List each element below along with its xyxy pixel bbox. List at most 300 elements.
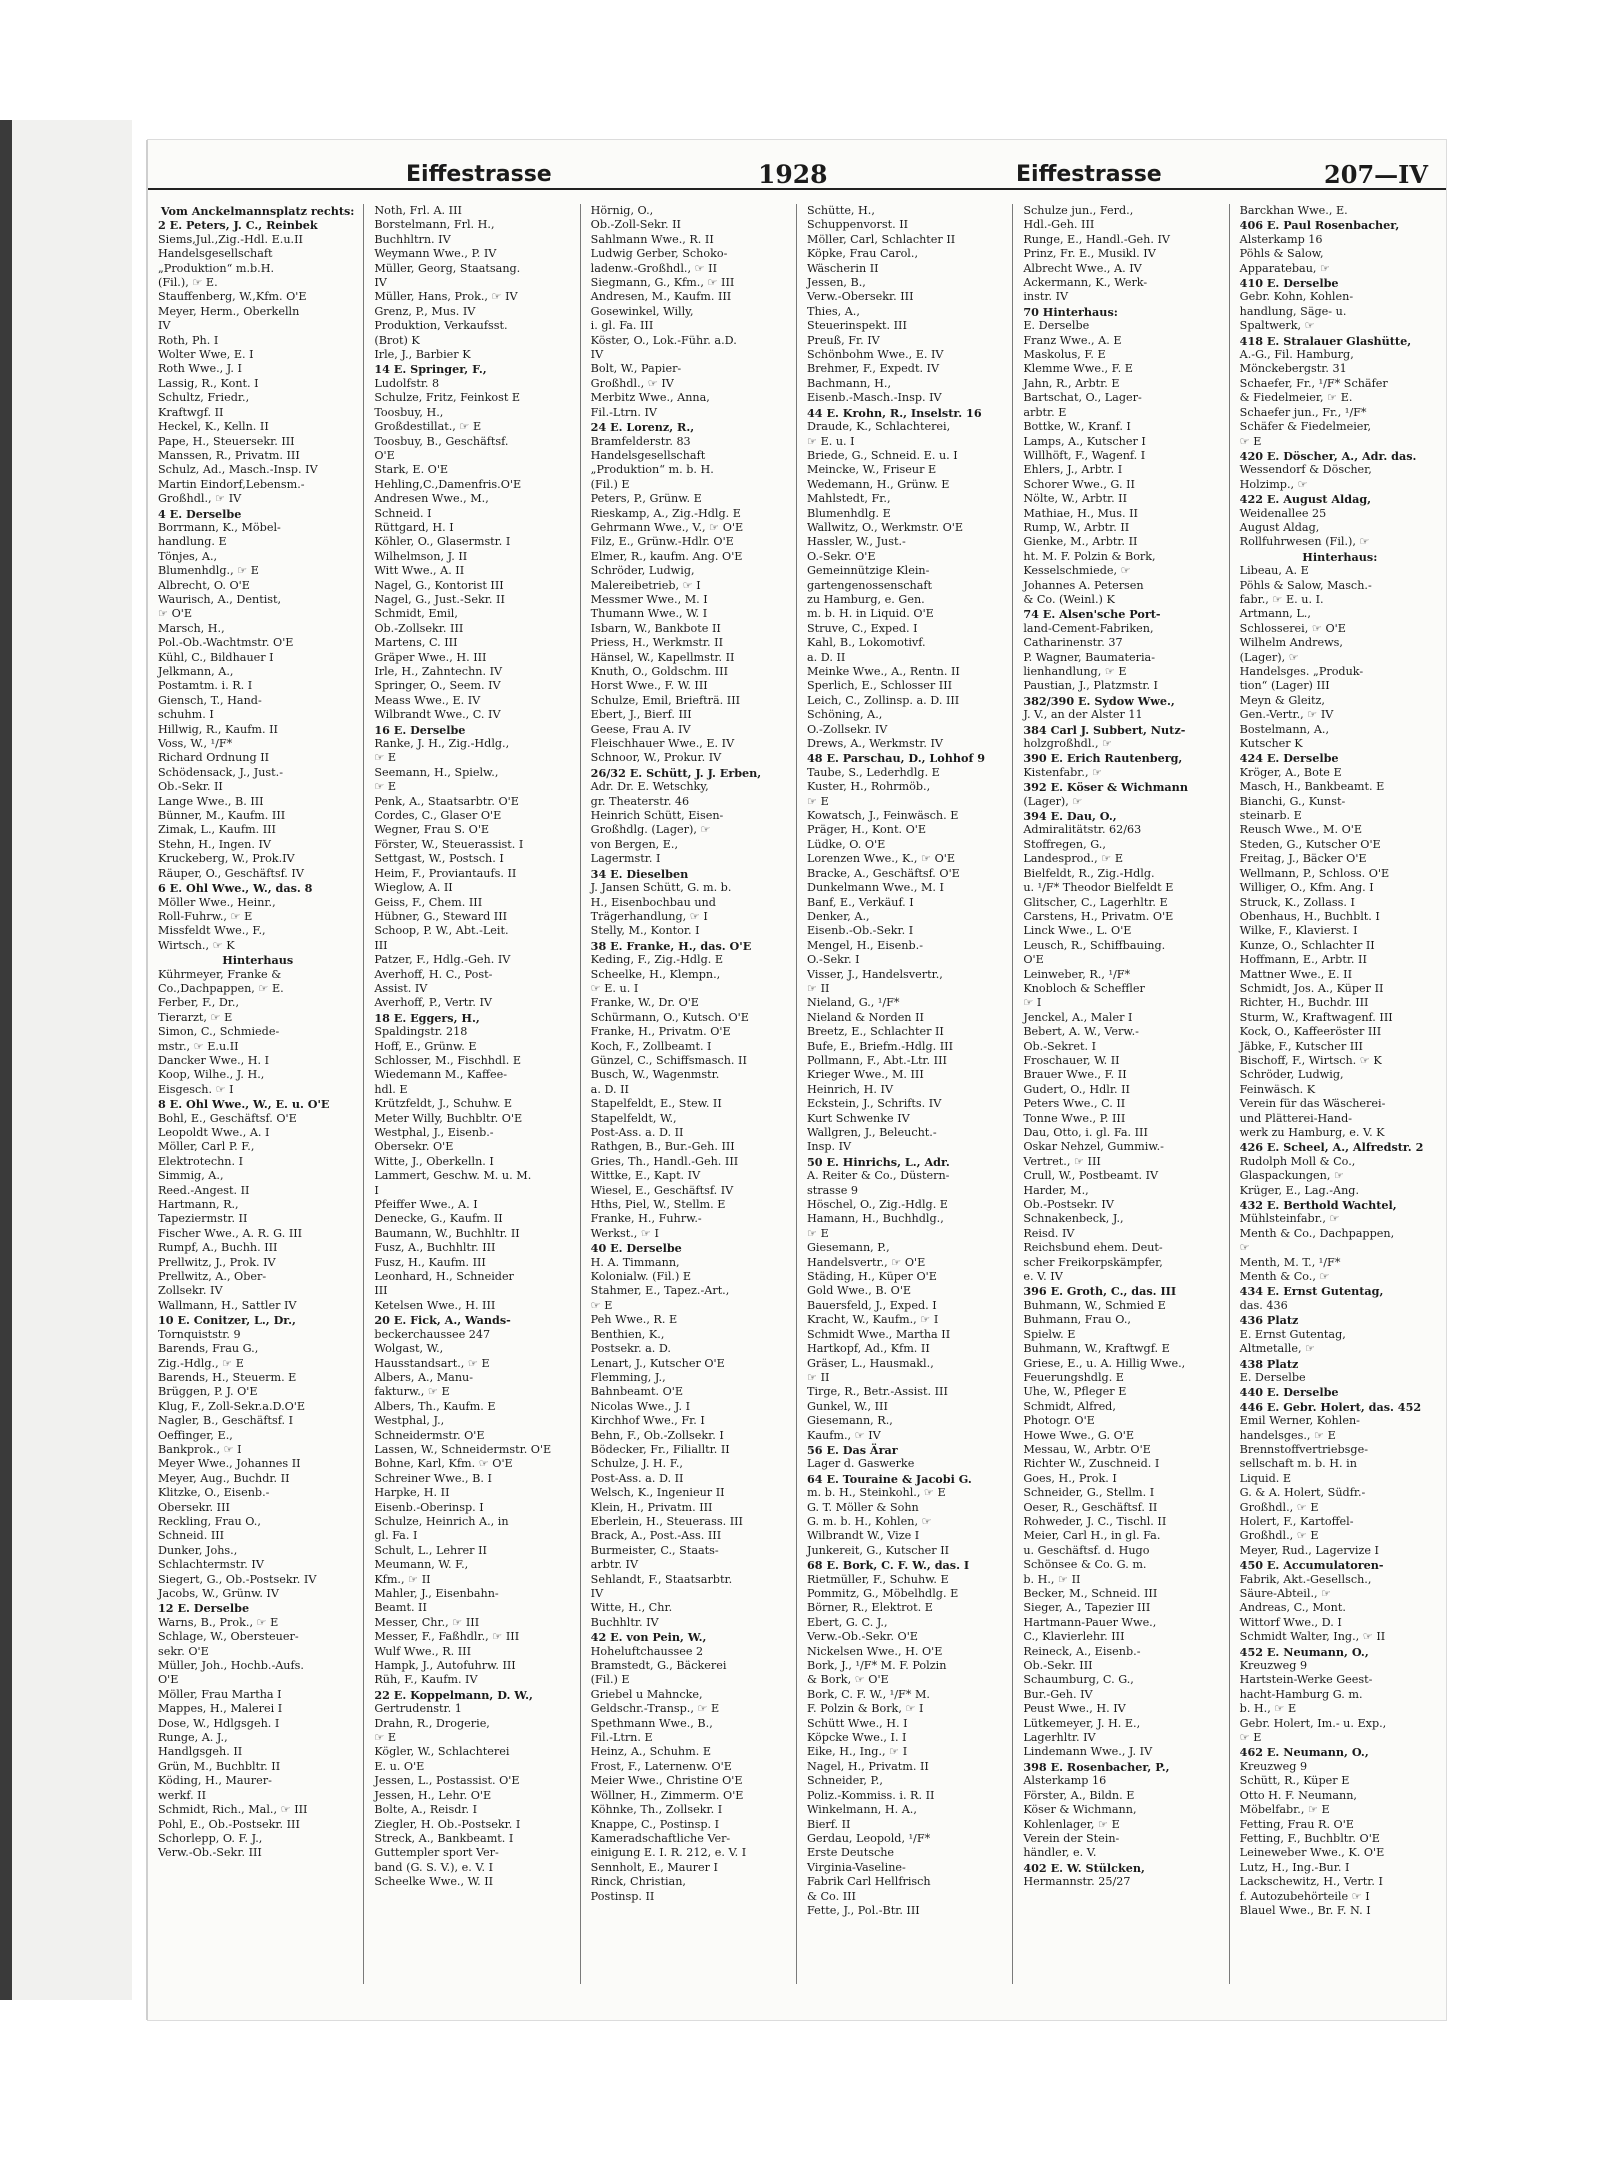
directory-entry: Bohl, E., Geschäftsf. O'E: [158, 1111, 297, 1125]
directory-entry: Richard Ordnung II: [158, 751, 270, 765]
directory-entry: Kistenfabr., ☞: [1023, 765, 1103, 779]
directory-entry: arbtr. E: [1023, 405, 1067, 419]
directory-entry: Hinterhaus:: [1302, 549, 1378, 564]
directory-entry: tion“ (Lager) III: [1239, 679, 1330, 693]
directory-entry: Tapeziermstr. II: [158, 1212, 248, 1226]
directory-entry: Wöllner, H., Zimmerm. O'E: [590, 1788, 744, 1802]
directory-entry: 382/390 E. Sydow Wwe.,: [1023, 693, 1175, 708]
directory-entry: Hausstandsart., ☞ E: [374, 1356, 490, 1370]
directory-entry: Jahn, R., Arbtr. E: [1023, 376, 1120, 390]
directory-entry: händler, e. V.: [1023, 1846, 1097, 1860]
directory-entry: Peust Wwe., H. IV: [1023, 1702, 1126, 1716]
directory-entry: Schulz, Ad., Masch.-Insp. IV: [158, 463, 318, 477]
directory-entry: ☞ E: [374, 751, 397, 765]
directory-entry: Crull, W., Postbeamt. IV: [1023, 1169, 1159, 1183]
directory-entry: Freitag, J., Bäcker O'E: [1239, 852, 1367, 866]
directory-entry: Bufe, E., Briefm.-Hdlg. III: [806, 1039, 954, 1053]
directory-entry: Messmer Wwe., M. I: [590, 592, 708, 606]
column-2: [364, 204, 580, 1984]
directory-entry: & Fiedelmeier, ☞ E.: [1239, 391, 1353, 405]
directory-entry: Hinterhaus: [222, 953, 294, 968]
directory-entry: ☞ II: [806, 1370, 830, 1384]
directory-entry: Catharinenstr. 37: [1023, 636, 1123, 650]
directory-entry: Meyer, Rud., Lagervize I: [1239, 1543, 1379, 1557]
directory-entry: Müller, Georg, Staatsang.: [374, 261, 521, 275]
directory-entry: Nieland, G., ¹/F*: [806, 996, 900, 1010]
directory-entry: ht. M. F. Polzin & Bork,: [1023, 549, 1156, 563]
directory-entry: Kaufm., ☞ IV: [806, 1428, 881, 1442]
directory-entry: Lenart, J., Kutscher O'E: [590, 1356, 725, 1370]
directory-entry: Räuper, O., Geschäftsf. IV: [158, 866, 304, 880]
directory-entry: Ob.-Zollsekr. III: [374, 621, 464, 635]
directory-entry: Menth & Co., ☞: [1239, 1270, 1330, 1284]
directory-entry: Merbitz Wwe., Anna,: [590, 391, 710, 405]
directory-entry: Bierf. II: [806, 1817, 851, 1831]
directory-entry: Meyn & Gleitz,: [1239, 693, 1325, 707]
directory-entry: Masch, H., Bankbeamt. E: [1239, 780, 1385, 794]
directory-entry: Wirtsch., ☞ K: [158, 938, 235, 952]
directory-entry: 450 E. Accumulatoren-: [1239, 1558, 1384, 1573]
directory-entry: Verein der Stein-: [1023, 1831, 1120, 1845]
directory-entry: Bielfeldt, R., Zig.-Hdlg.: [1023, 866, 1155, 880]
directory-entry: scher Freikorpskämpfer,: [1023, 1255, 1163, 1269]
directory-entry: Goes, H., Prok. I: [1023, 1471, 1117, 1485]
directory-entry: Messau, W., Arbtr. O'E: [1023, 1442, 1151, 1456]
directory-entry: Ob.-Sekr. II: [158, 780, 223, 794]
directory-entry: Pollmann, F., Abt.-Ltr. III: [806, 1053, 947, 1067]
directory-entry: Steden, G., Kutscher O'E: [1239, 837, 1381, 851]
directory-entry: Noth, Frl. A. III: [374, 204, 462, 217]
directory-entry: (Lager), ☞: [1023, 794, 1083, 808]
directory-entry: Roth, Ph. I: [158, 333, 219, 347]
directory-entry: Witt Wwe., A. II: [374, 564, 465, 578]
directory-entry: 64 E. Touraine & Jacobi G.: [806, 1471, 972, 1486]
directory-entry: 426 E. Scheel, A., Alfredstr. 2: [1239, 1140, 1424, 1155]
directory-entry: Schmidt, Alfred,: [1023, 1399, 1116, 1413]
directory-entry: Handelsvertr., ☞ O'E: [806, 1255, 926, 1269]
directory-entry: Busch, W., Wagenmstr.: [590, 1068, 720, 1082]
directory-entry: Liquid. E: [1239, 1471, 1292, 1485]
directory-entry: Meter Willy, Buchbltr. O'E: [374, 1111, 523, 1125]
directory-entry: Irle, H., Zahntechn. IV: [374, 665, 503, 678]
directory-entry: & Bork, ☞ O'E: [806, 1673, 889, 1687]
directory-entry: Schoop, P. W., Abt.-Leit.: [374, 924, 509, 938]
directory-entry: 432 E. Berthold Wachtel,: [1239, 1198, 1397, 1213]
directory-entry: Pape, H., Steuersekr. III: [158, 434, 295, 448]
directory-entry: Barends, H., Steuerm. E: [158, 1370, 297, 1384]
directory-entry: G. T. Möller & Sohn: [806, 1500, 919, 1514]
directory-entry: Post-Ass. a. D. II: [590, 1471, 684, 1485]
directory-entry: Lamps, A., Kutscher I: [1023, 434, 1146, 448]
directory-entry: Schütte, H.,: [806, 204, 875, 217]
directory-entry: Johannes A. Petersen: [1023, 578, 1144, 592]
directory-entry: Rinck, Christian,: [590, 1875, 686, 1889]
directory-entry: Bauersfeld, J., Exped. I: [806, 1298, 937, 1312]
directory-entry: Hörnig, O.,: [590, 204, 654, 217]
directory-entry: Schuppenvorst. II: [806, 218, 909, 232]
directory-entry: 44 E. Krohn, R., Inselstr. 16: [806, 405, 982, 420]
directory-entry: Eberlein, H., Steuerass. III: [590, 1514, 743, 1528]
directory-entry: Nicolas Wwe., J. I: [590, 1399, 691, 1413]
directory-entry: Kurt Schwenke IV: [806, 1111, 910, 1125]
directory-entry: Winkelmann, H. A.,: [806, 1803, 917, 1817]
directory-entry: Hartmann, R.,: [158, 1198, 239, 1212]
directory-entry: Apparatebau, ☞: [1239, 261, 1331, 275]
directory-entry: Heim, F., Proviantaufs. II: [374, 866, 517, 880]
directory-entry: Kock, O., Kaffeeröster III: [1239, 1025, 1382, 1039]
directory-entry: Stapelfeldt, E., Stew. II: [590, 1097, 722, 1111]
directory-entry: Hermannstr. 25/27: [1023, 1875, 1131, 1889]
directory-entry: Fil.-Ltrn. IV: [590, 405, 658, 419]
directory-entry: ☞ E: [1239, 434, 1262, 448]
directory-entry: 26/32 E. Schütt, J. J. Erben,: [590, 765, 762, 780]
directory-entry: I: [374, 1183, 379, 1197]
directory-entry: Struve, C., Exped. I: [806, 621, 918, 635]
directory-entry: 410 E. Derselbe: [1239, 276, 1339, 291]
directory-entry: Meyer Wwe., Johannes II: [158, 1457, 301, 1471]
directory-entry: i. gl. Fa. III: [590, 319, 654, 333]
directory-entry: Handlgsgeh. II: [158, 1745, 243, 1759]
directory-entry: Griebel u Mahncke,: [590, 1687, 703, 1701]
directory-entry: Kreuzweg 9: [1239, 1759, 1308, 1773]
directory-entry: Uhe, W., Pfleger E: [1023, 1385, 1127, 1399]
directory-entry: IV: [590, 1587, 604, 1600]
directory-page: [148, 140, 1446, 2020]
directory-entry: Lager d. Gaswerke: [806, 1457, 915, 1471]
directory-entry: Andreas, C., Mont.: [1239, 1601, 1346, 1615]
directory-entry: Krüger, E., Lag.-Ang.: [1239, 1183, 1360, 1197]
directory-entry: Adr. Dr. E. Wetschky,: [590, 780, 709, 794]
directory-entry: Hoffmann, E., Arbtr. II: [1239, 953, 1367, 967]
directory-entry: Paustian, J., Platzmstr. I: [1023, 679, 1158, 693]
directory-entry: Klemme Wwe., F. E: [1023, 362, 1133, 376]
directory-entry: Bracke, A., Geschäftsf. O'E: [806, 866, 960, 880]
directory-entry: Springer, O., Seem. IV: [374, 679, 501, 693]
directory-entry: Eisenb.-Ob.-Sekr. I: [806, 924, 914, 938]
directory-entry: Schäfer & Fiedelmeier,: [1239, 420, 1372, 434]
column-6: [1230, 204, 1446, 1984]
directory-entry: Köpke, Frau Carol.,: [806, 247, 918, 261]
directory-entry: Glaspackungen, ☞: [1239, 1169, 1344, 1183]
directory-entry: Nickelsen Wwe., H. O'E: [806, 1644, 943, 1658]
directory-entry: Rump, W., Arbtr. II: [1023, 520, 1130, 534]
directory-entry: Gerdau, Leopold, ¹/F*: [806, 1831, 931, 1845]
directory-entry: ☞ E. u. I: [590, 981, 639, 995]
directory-entry: Borrmann, K., Möbel-: [158, 520, 281, 534]
directory-entry: Pol.-Ob.-Wachtmstr. O'E: [158, 636, 294, 650]
directory-entry: Andresen Wwe., M.,: [374, 492, 489, 506]
directory-entry: Eike, H., Ing., ☞ I: [806, 1745, 908, 1759]
directory-entry: beckerchaussee 247: [374, 1327, 491, 1341]
directory-entry: ☞ E: [806, 794, 829, 808]
directory-entry: Bur.-Geh. IV: [1023, 1687, 1093, 1701]
directory-entry: Spielw. E: [1023, 1327, 1076, 1341]
directory-entry: Altmetalle, ☞: [1239, 1342, 1316, 1356]
directory-entry: Benthien, K.,: [590, 1327, 665, 1341]
directory-entry: Gebr. Kohn, Kohlen-: [1239, 290, 1354, 304]
directory-entry: Oskar Nehzel, Gummiw.-: [1023, 1140, 1164, 1154]
directory-entry: Schütt, R., Küper E: [1239, 1774, 1350, 1788]
directory-entry: Schneid. III: [158, 1529, 225, 1543]
column-4: [797, 204, 1013, 1984]
directory-entry: Gold Wwe., B. O'E: [806, 1284, 912, 1298]
directory-entry: Bottke, W., Kranf. I: [1023, 420, 1131, 434]
directory-entry: und Plätterei-Hand-: [1239, 1111, 1353, 1125]
directory-entry: 392 E. Köser & Wichmann: [1023, 780, 1188, 795]
directory-entry: Lorenzen Wwe., K., ☞ O'E: [806, 852, 955, 866]
directory-entry: Eisenb.-Oberinsp. I: [374, 1500, 484, 1514]
directory-entry: Lagerhltr. IV: [1023, 1731, 1096, 1745]
directory-entry: 12 E. Derselbe: [158, 1601, 250, 1616]
directory-entry: Williger, O., Kfm. Ang. I: [1239, 881, 1374, 895]
directory-entry: Mühlsteinfabr., ☞: [1239, 1212, 1340, 1226]
directory-entry: Mengel, H., Eisenb.-: [806, 938, 923, 952]
directory-entry: Großhdl., ☞ E: [1239, 1529, 1319, 1543]
directory-entry: Schütt Wwe., H. I: [806, 1716, 908, 1730]
directory-entry: Dunkelmann Wwe., M. I: [806, 881, 944, 895]
directory-entry: O.-Zollsekr. IV: [806, 722, 888, 736]
directory-entry: Produktion, Verkaufsst.: [374, 319, 508, 333]
directory-entry: Insp. IV: [806, 1140, 852, 1154]
directory-entry: Giesemann, R.,: [806, 1414, 893, 1428]
directory-entry: Heinrich Schütt, Eisen-: [590, 809, 724, 823]
directory-entry: Ob.-Zoll-Sekr. II: [590, 218, 681, 232]
directory-entry: Hartkopf, Ad., Kfm. II: [806, 1342, 930, 1356]
directory-entry: Pfeiffer Wwe., A. I: [374, 1198, 478, 1212]
directory-entry: 14 E. Springer, F.,: [374, 362, 487, 377]
directory-entry: Wallwitz, O., Werkmstr. O'E: [806, 520, 963, 534]
directory-entry: Warns, B., Prok., ☞ E: [158, 1615, 279, 1629]
directory-entry: instr. IV: [1023, 290, 1069, 304]
directory-entry: Hoheluftchaussee 2: [590, 1644, 704, 1658]
directory-entry: 446 E. Gebr. Holert, das. 452: [1239, 1399, 1422, 1414]
directory-entry: b. H., ☞ II: [1023, 1572, 1081, 1586]
directory-entry: Seemann, H., Spielw.,: [374, 765, 499, 779]
directory-entry: Post-Ass. a. D. II: [590, 1126, 684, 1139]
directory-entry: Wäscherin II: [806, 261, 879, 275]
directory-entry: Handelsgesellschaft: [590, 448, 706, 462]
directory-entry: gartengenossenschaft: [806, 578, 933, 592]
directory-entry: Albrecht, O. O'E: [158, 578, 250, 592]
directory-entry: Werkst., ☞ I: [590, 1226, 659, 1240]
directory-entry: Schorlepp, O. F. J.,: [158, 1831, 263, 1845]
directory-entry: Wolter Wwe, E. I: [158, 348, 254, 362]
directory-entry: Weymann Wwe., P. IV: [374, 247, 497, 261]
directory-entry: Köding, H., Maurer-: [158, 1774, 272, 1788]
directory-entry: Leich, C., Zollinsp. a. D. III: [806, 693, 960, 707]
directory-entry: Schödensack, J., Just.-: [158, 765, 283, 779]
directory-entry: Bork, J., ¹/F* M. F. Polzin: [806, 1659, 947, 1673]
directory-entry: a. D. II: [806, 650, 846, 664]
directory-entry: Lammert, Geschw. M. u. M.: [374, 1169, 532, 1183]
directory-entry: arbtr. IV: [590, 1558, 639, 1572]
directory-entry: Knobloch & Scheffler: [1023, 981, 1145, 995]
directory-entry: Ob.-Sekret. I: [1023, 1039, 1097, 1053]
directory-entry: Eckstein, J., Schrifts. IV: [806, 1097, 942, 1111]
directory-entry: E. Derselbe: [1023, 319, 1090, 333]
directory-entry: Weidenallee 25: [1239, 506, 1327, 520]
directory-entry: Holert, F., Kartoffel-: [1239, 1514, 1354, 1528]
directory-entry: Elektrotechn. I: [158, 1154, 244, 1168]
directory-entry: Wegner, Frau S. O'E: [374, 823, 490, 837]
directory-entry: Froschauer, W. II: [1023, 1053, 1120, 1067]
directory-entry: Schaumburg, C. G.,: [1023, 1673, 1134, 1687]
directory-entry: Schmidt, Rich., Mal., ☞ III: [158, 1803, 308, 1817]
directory-entry: Jäbke, F., Kutscher III: [1239, 1039, 1363, 1053]
directory-entry: Meumann, W. F.,: [374, 1558, 469, 1572]
directory-entry: Köster, O., Lok.-Führ. a.D.: [590, 333, 737, 347]
directory-entry: Feuerungshdlg. E: [1023, 1370, 1124, 1384]
directory-entry: Franke, H., Privatm. O'E: [590, 1025, 731, 1039]
directory-entry: sekr. O'E: [158, 1644, 209, 1658]
directory-entry: Feinwäsch. K: [1239, 1082, 1316, 1096]
directory-entry: (Brot) K: [374, 333, 420, 347]
directory-entry: Settgast, W., Postsch. I: [374, 852, 504, 866]
directory-entry: Schulze, J. H. F.,: [590, 1457, 683, 1471]
directory-entry: Schürmann, O., Kutsch. O'E: [590, 1010, 749, 1024]
directory-entry: Otto H. F. Neumann,: [1239, 1788, 1357, 1802]
directory-entry: Kracht, W., Kaufm., ☞ I: [806, 1313, 939, 1327]
directory-entry: Schulze, Fritz, Feinkost E: [374, 391, 521, 405]
directory-entry: Assist. IV: [374, 981, 428, 995]
directory-entry: 434 E. Ernst Gutentag,: [1239, 1284, 1384, 1299]
directory-entry: Prellwitz, A., Ober-: [158, 1270, 267, 1284]
directory-entry: Fetting, F., Buchbltr. O'E: [1239, 1831, 1380, 1845]
directory-entry: Kfm., ☞ II: [374, 1572, 431, 1586]
directory-entry: Rüttgard, H. I: [374, 520, 454, 534]
directory-entry: Malereibetrieb, ☞ I: [590, 578, 701, 592]
directory-entry: Obersekr. O'E: [374, 1140, 454, 1154]
directory-entry: Krützfeldt, J., Schuhw. E: [374, 1097, 513, 1111]
directory-entry: Voss, W., ¹/F*: [158, 737, 233, 751]
directory-entry: H. A. Timmann,: [590, 1255, 680, 1269]
directory-entry: Mahler, J., Eisenbahn-: [374, 1587, 499, 1600]
directory-entry: G. & A. Holert, Südfr.-: [1239, 1486, 1366, 1500]
directory-entry: Köpcke Wwe., I. I: [806, 1731, 907, 1745]
directory-entry: Bostelmann, A.,: [1239, 722, 1330, 736]
directory-entry: Sahlmann Wwe., R. II: [590, 232, 714, 246]
directory-entry: Blumenhdlg., ☞ E: [158, 564, 259, 578]
directory-entry: O'E: [374, 448, 395, 462]
directory-entry: Lutz, H., Ing.-Bur. I: [1239, 1860, 1350, 1874]
directory-entry: 34 E. Dieselben: [590, 866, 689, 881]
directory-entry: Griese, E., u. A. Hillig Wwe.,: [1023, 1356, 1186, 1370]
directory-entry: Harder, M.,: [1023, 1183, 1089, 1197]
directory-entry: m. b. H. in Liquid. O'E: [806, 607, 934, 621]
directory-entry: Hamann, H., Buchhdlg.,: [806, 1212, 944, 1226]
directory-entry: Kröger, A., Bote E: [1239, 765, 1342, 779]
directory-entry: Borstelmann, Frl. H.,: [374, 218, 495, 232]
directory-entry: Peters, P., Grünw. E: [590, 492, 702, 506]
directory-entry: Stark, E. O'E: [374, 463, 449, 477]
directory-entry: Stapelfeldt, W.,: [590, 1111, 677, 1125]
directory-entry: Hoff, E., Grünw. E: [374, 1039, 477, 1053]
directory-entry: Mönckebergstr. 31: [1239, 362, 1347, 376]
directory-entry: Ackermann, K., Werk-: [1023, 276, 1148, 290]
directory-entry: Becker, M., Schneid. III: [1023, 1587, 1158, 1600]
directory-entry: Drews, A., Werkmstr. IV: [806, 737, 944, 751]
directory-entry: Fil.-Ltrn. E: [590, 1731, 653, 1745]
directory-entry: ☞ E. u. I: [806, 434, 855, 448]
directory-entry: Kunze, O., Schlachter II: [1239, 938, 1375, 952]
directory-entry: a. D. II: [590, 1082, 629, 1096]
directory-entry: Bohne, Karl, Kfm. ☞ O'E: [374, 1457, 513, 1471]
directory-entry: 20 E. Fick, A., Wands-: [374, 1313, 511, 1328]
directory-entry: Filz, E., Grünw.-Hdlr. O'E: [590, 535, 734, 549]
directory-entry: 56 E. Das Ärar: [806, 1442, 898, 1457]
directory-entry: Prellwitz, J., Prok. IV: [158, 1255, 276, 1269]
directory-entry: & Co. (Weinl.) K: [1023, 592, 1115, 606]
directory-entry: Verein für das Wäscherei-: [1239, 1097, 1386, 1111]
directory-entry: Schlosserei, ☞ O'E: [1239, 621, 1346, 635]
directory-entry: Fette, J., Pol.-Btr. III: [806, 1903, 920, 1917]
directory-entry: Schneid. I: [374, 506, 432, 520]
directory-entry: E. Derselbe: [1239, 1370, 1306, 1384]
directory-entry: „Produktion“ m. b. H.: [590, 463, 714, 477]
directory-entry: Oeser, R., Geschäftsf. II: [1023, 1500, 1158, 1514]
directory-entry: Köhnke, Th., Zollsekr. I: [590, 1803, 723, 1817]
directory-entry: Lange Wwe., B. III: [158, 794, 264, 808]
directory-entry: A.-G., Fil. Hamburg,: [1239, 348, 1354, 362]
directory-entry: Marsch, H.,: [158, 621, 225, 635]
directory-entry: 462 E. Neumann, O.,: [1239, 1745, 1369, 1760]
directory-entry: Eisenb.-Masch.-Insp. IV: [806, 391, 942, 405]
directory-entry: Leusch, R., Schiffbauing.: [1023, 938, 1166, 952]
directory-entry: Nagler, B., Geschäftsf. I: [158, 1414, 294, 1428]
directory-entry: Tonne Wwe., P. III: [1023, 1111, 1126, 1125]
directory-entry: Stauffenberg, W.,Kfm. O'E: [158, 290, 307, 304]
directory-entry: 390 E. Erich Rautenberg,: [1023, 751, 1183, 766]
directory-entry: Giensch, T., Hand-: [158, 693, 262, 707]
directory-entry: Steuerinspekt. III: [806, 319, 907, 333]
directory-entry: Wittorf Wwe., D. I: [1239, 1615, 1342, 1629]
directory-entry: Beamt. II: [374, 1601, 427, 1615]
directory-entry: Averhoff, H. C., Post-: [374, 967, 493, 981]
directory-entry: Draude, K., Schlachterei,: [806, 420, 951, 434]
directory-entry: Buhmann, W., Schmied E: [1023, 1298, 1166, 1312]
directory-entry: Kührmeyer, Franke &: [158, 967, 282, 981]
directory-entry: Howe Wwe., G. O'E: [1023, 1428, 1135, 1442]
directory-entry: Bachmann, H.,: [806, 376, 892, 390]
directory-entry: Sennholt, E., Maurer I: [590, 1860, 718, 1874]
directory-entry: Flemming, J.,: [590, 1370, 666, 1384]
directory-entry: Ferber, F., Dr.,: [158, 996, 240, 1010]
directory-entry: u. Geschäftsf. d. Hugo: [1023, 1543, 1150, 1557]
directory-entry: schuhm. I: [158, 708, 214, 722]
directory-entry: Penk, A., Staatsarbtr. O'E: [374, 794, 519, 808]
directory-entry: das. 436: [1239, 1298, 1288, 1312]
directory-entry: ☞ E: [1239, 1731, 1262, 1745]
directory-entry: Schmidt Walter, Ing., ☞ II: [1239, 1630, 1386, 1644]
directory-entry: Trägerhandlung, ☞ I: [590, 909, 708, 923]
directory-entry: Linck Wwe., L. O'E: [1023, 924, 1132, 938]
directory-entry: Ob.-Sekr. III: [1023, 1659, 1093, 1673]
directory-entry: Müller, Hans, Prok., ☞ IV: [374, 290, 518, 304]
directory-entry: Giesemann, P.,: [806, 1241, 890, 1255]
directory-entry: fakturw., ☞ E: [374, 1385, 450, 1399]
directory-entry: Bebert, A. W., Verw.-: [1023, 1025, 1139, 1039]
directory-entry: F. Polzin & Bork, ☞ I: [806, 1702, 924, 1716]
previous-page-margin: [12, 120, 132, 2000]
directory-entry: Guttempler sport Ver-: [374, 1846, 499, 1860]
directory-entry: Kahl, B., Lokomotivf.: [806, 636, 926, 650]
directory-entry: Geiss, F., Chem. III: [374, 895, 483, 909]
directory-entry: 38 E. Franke, H., das. O'E: [590, 938, 752, 953]
directory-entry: Pöhls & Salow,: [1239, 247, 1324, 261]
directory-entry: Menth, M. T., ¹/F*: [1239, 1255, 1341, 1269]
directory-entry: 422 E. August Aldag,: [1239, 492, 1372, 507]
directory-entry: Witte, J., Oberkelln. I: [374, 1154, 494, 1168]
